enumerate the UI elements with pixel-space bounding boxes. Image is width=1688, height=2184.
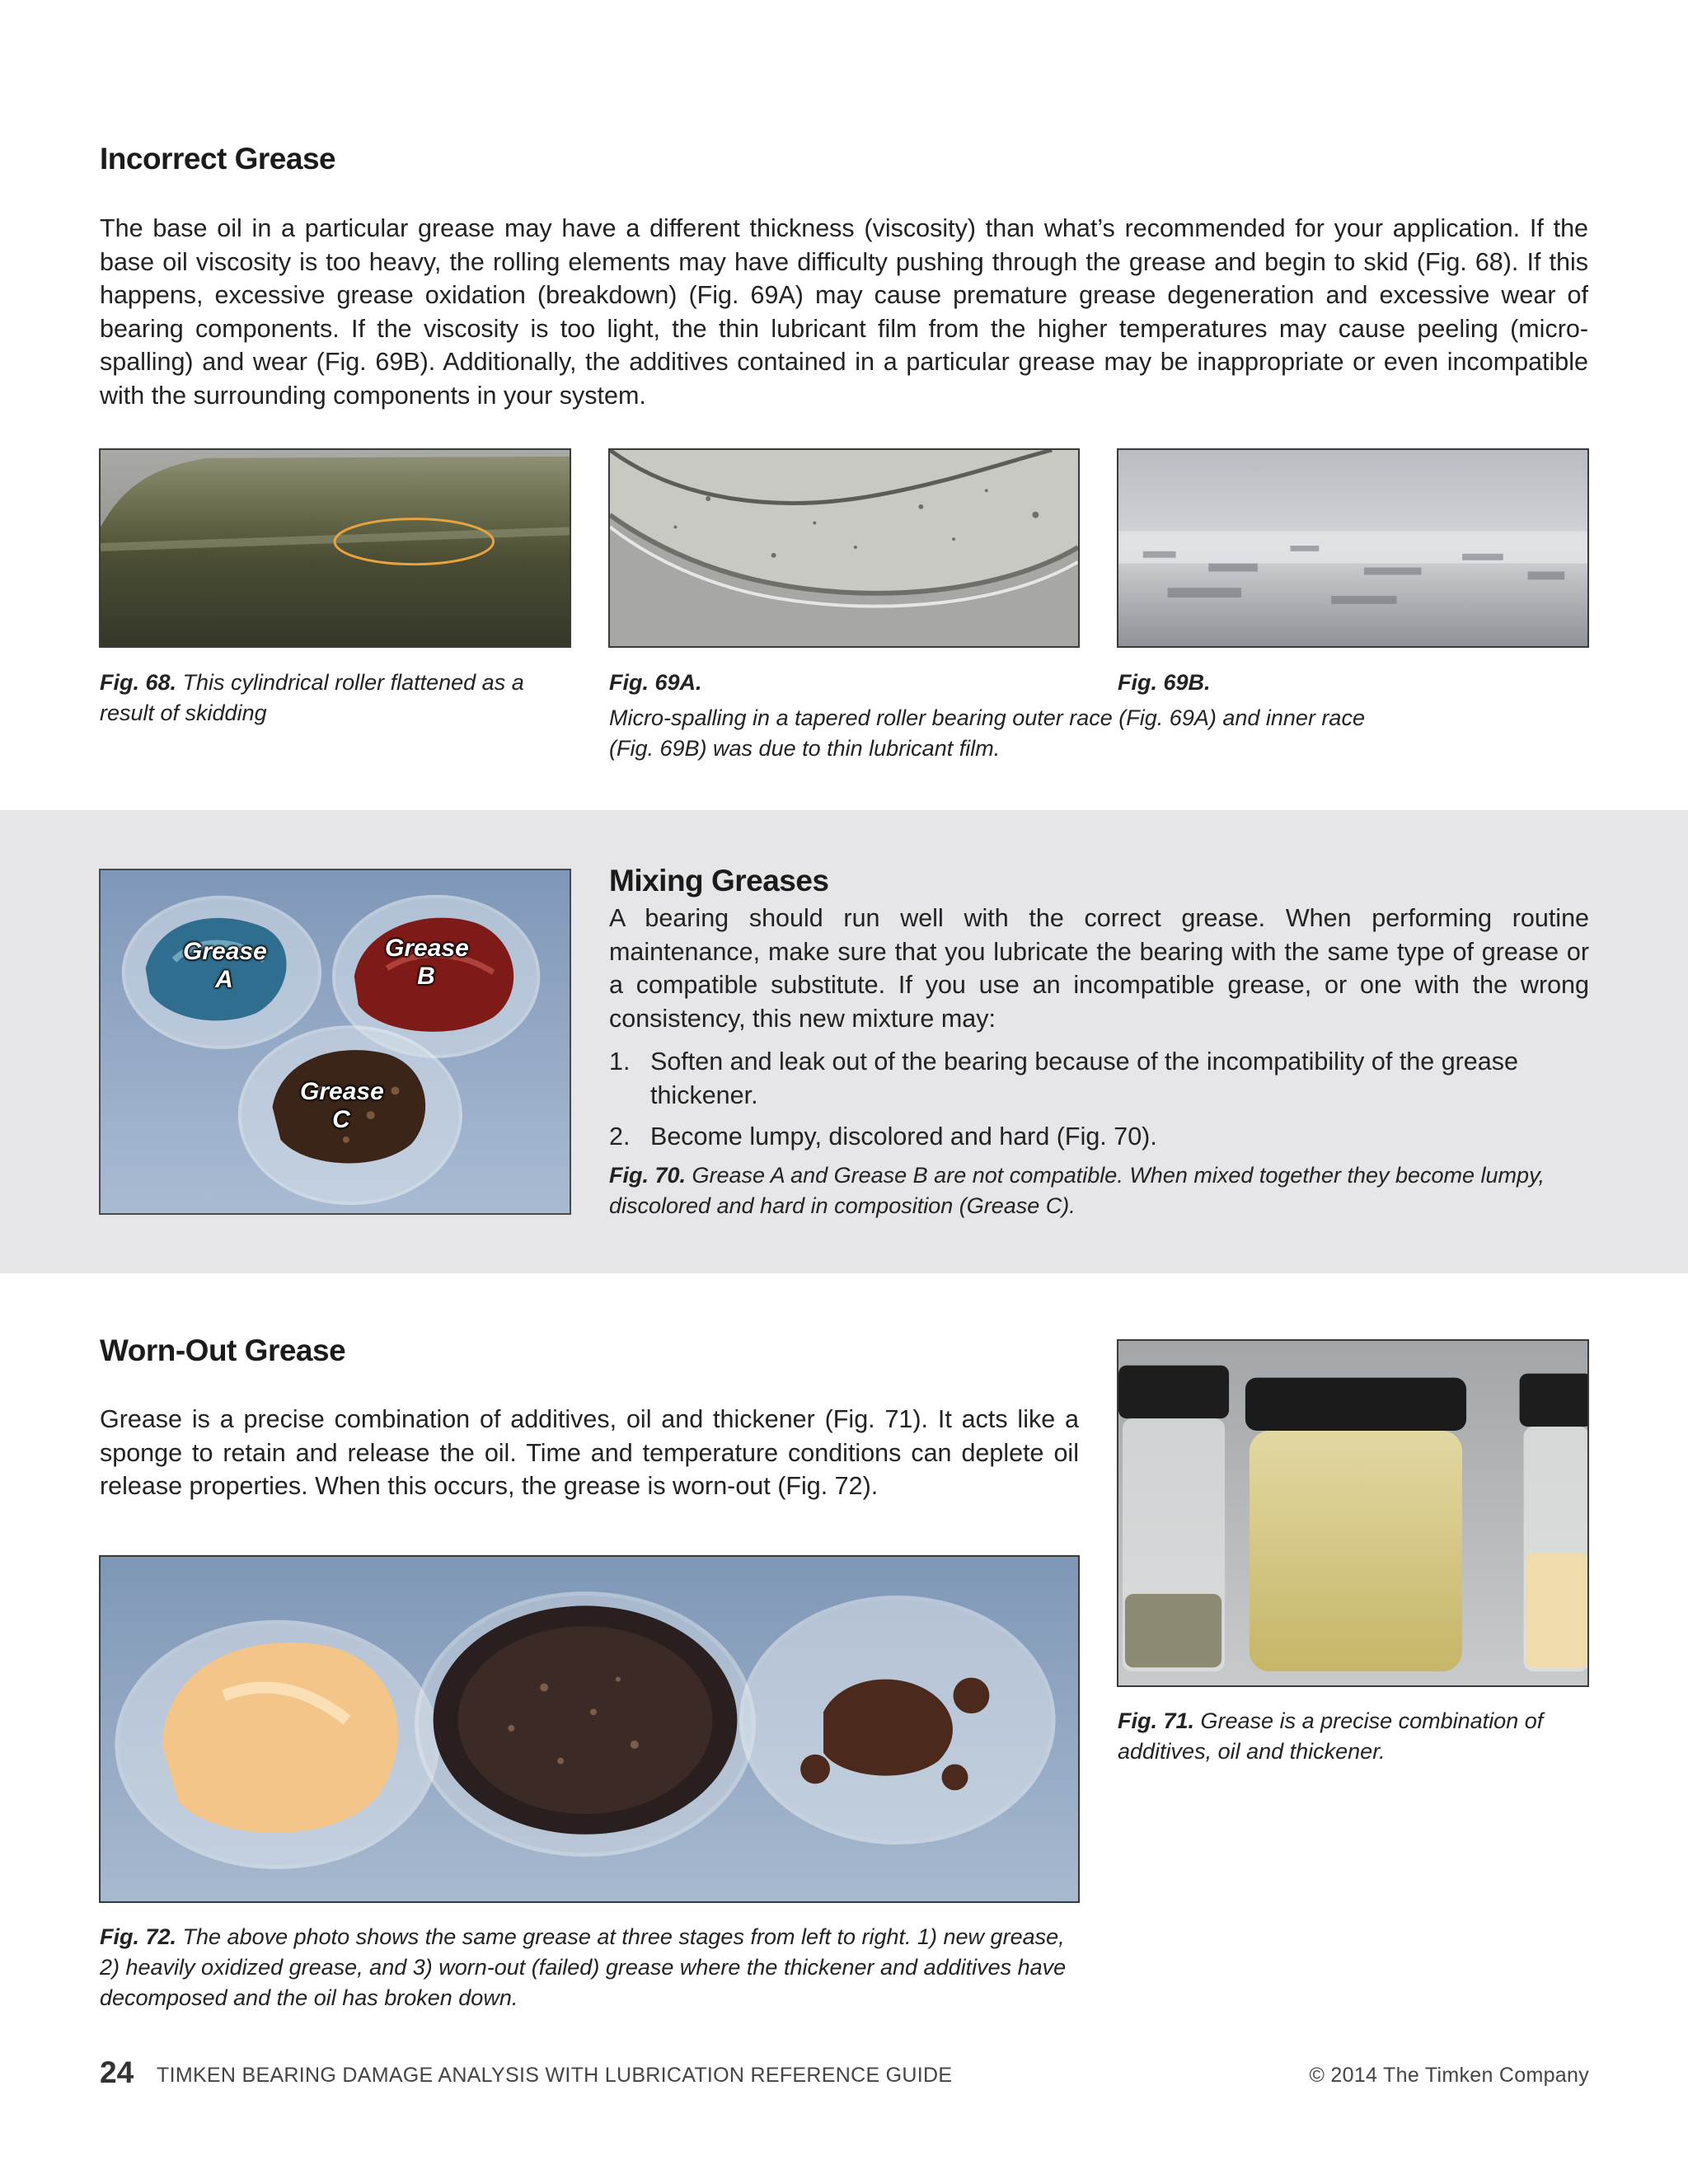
fig72-caption [100, 1922, 1081, 2013]
fig71-jars-photo [1117, 1339, 1589, 1687]
fig69a-label-block [609, 668, 702, 698]
fig71-caption-text: Grease is a precise combination of additives, oil and thickener. [1118, 1708, 1544, 1764]
fig68-label: Fig. 68. [100, 670, 177, 695]
list-item: 1. Soften and leak out of the bearing because of the incompatibility of the grease thickener. [609, 1047, 1518, 1109]
grease-a-label: Grease A [183, 938, 267, 993]
footer-title: TIMKEN BEARING DAMAGE ANALYSIS WITH LUBRICATION REFERENCE GUIDE [157, 2064, 953, 2087]
fig71-label: Fig. 71. [1118, 1708, 1195, 1733]
fig69b-label: Fig. 69B. [1118, 670, 1211, 695]
incorrect-grease-text: The base oil in a particular grease may have a different thickness (viscosity) than what’s recommended for your application. If the base oil viscosity is too heavy, the rolling elements may have difficulty pushing through the grease and begin to skid (Fig. 68). If this happens, excessive grease oxidation (breakdown) (Fig. 69A) may cause premature grease degeneration and excessive wear of bearing components. If the viscosity is too light, the thin lubricant film from the higher temperatures may cause peeling (micro-spalling) and wear (Fig. 69B). Additionally, the additives contained in a particular grease may be inappropriate or even incompatible with the surrounding components in your system. [100, 214, 1588, 410]
incorrect-grease-heading: Incorrect Grease [100, 142, 336, 176]
worn-out-grease-text: Grease is a precise combination of additives, oil and thickener (Fig. 71). It acts like a sponge to retain and release the oil. Time and temperature conditions can deplete oil release properties. When this occurs, the grease is worn-out (Fig. 72). [100, 1405, 1079, 1500]
fig72-label: Fig. 72. [100, 1924, 177, 1949]
fig71-caption [1118, 1706, 1587, 1767]
fig68-roller-photo [99, 448, 571, 648]
fig69-caption: Micro-spalling in a tapered roller bearing outer race (Fig. 69A) and inner race (Fig. 69B) was due to thin lubricant film. [609, 705, 1365, 761]
fig68-caption [100, 668, 561, 729]
footer-copyright: © 2014 The Timken Company [1309, 2064, 1589, 2087]
fig70-caption-text: Grease A and Grease B are not compatible. When mixed together they become lumpy, discolored and hard in composition (Grease C). [609, 1163, 1545, 1218]
fig70-caption [609, 1160, 1590, 1221]
grease-b-label: Grease B [385, 935, 469, 990]
fig69b-inner-race-photo [1117, 448, 1589, 648]
fig72-grease-stages-photo [99, 1555, 1080, 1903]
worn-out-grease-paragraph [100, 1403, 1079, 1503]
fig68-caption-text: This cylindrical roller flattened as a result of skidding [100, 670, 524, 725]
page-number: 24 [100, 2055, 134, 2089]
mixing-greases-paragraph: A bearing should run well with the correct grease. When performing routine maintenance, make sure that you lubricate the bearing with the same type of grease or a compatible substitute. If you use an incompatible grease, or one with the wrong consistency, this new mixture may: [609, 904, 1589, 1033]
fig69a-label: Fig. 69A. [609, 670, 702, 695]
fig69b-label-block [1118, 668, 1211, 698]
incorrect-grease-paragraph [100, 212, 1588, 412]
fig72-caption-text: The above photo shows the same grease at three stages from left to right. 1) new grease, 2) heavily oxidized grease, and 3) worn-out (failed) grease where the thickener and additives have decomposed and the oil has broken down. [100, 1924, 1067, 2010]
worn-out-grease-heading: Worn-Out Grease [100, 1333, 346, 1367]
mixing-greases-body [609, 902, 1589, 1162]
mixing-greases-heading: Mixing Greases [609, 864, 829, 898]
mixing-list [609, 1045, 1589, 1154]
fig70-grease-dishes-photo [99, 869, 571, 1215]
fig70-label: Fig. 70. [609, 1163, 687, 1188]
list-item: 2. Become lumpy, discolored and hard (Fig. 70). [609, 1122, 1157, 1151]
grease-c-label: Grease C [300, 1078, 384, 1133]
fig69a-outer-race-photo [608, 448, 1080, 648]
